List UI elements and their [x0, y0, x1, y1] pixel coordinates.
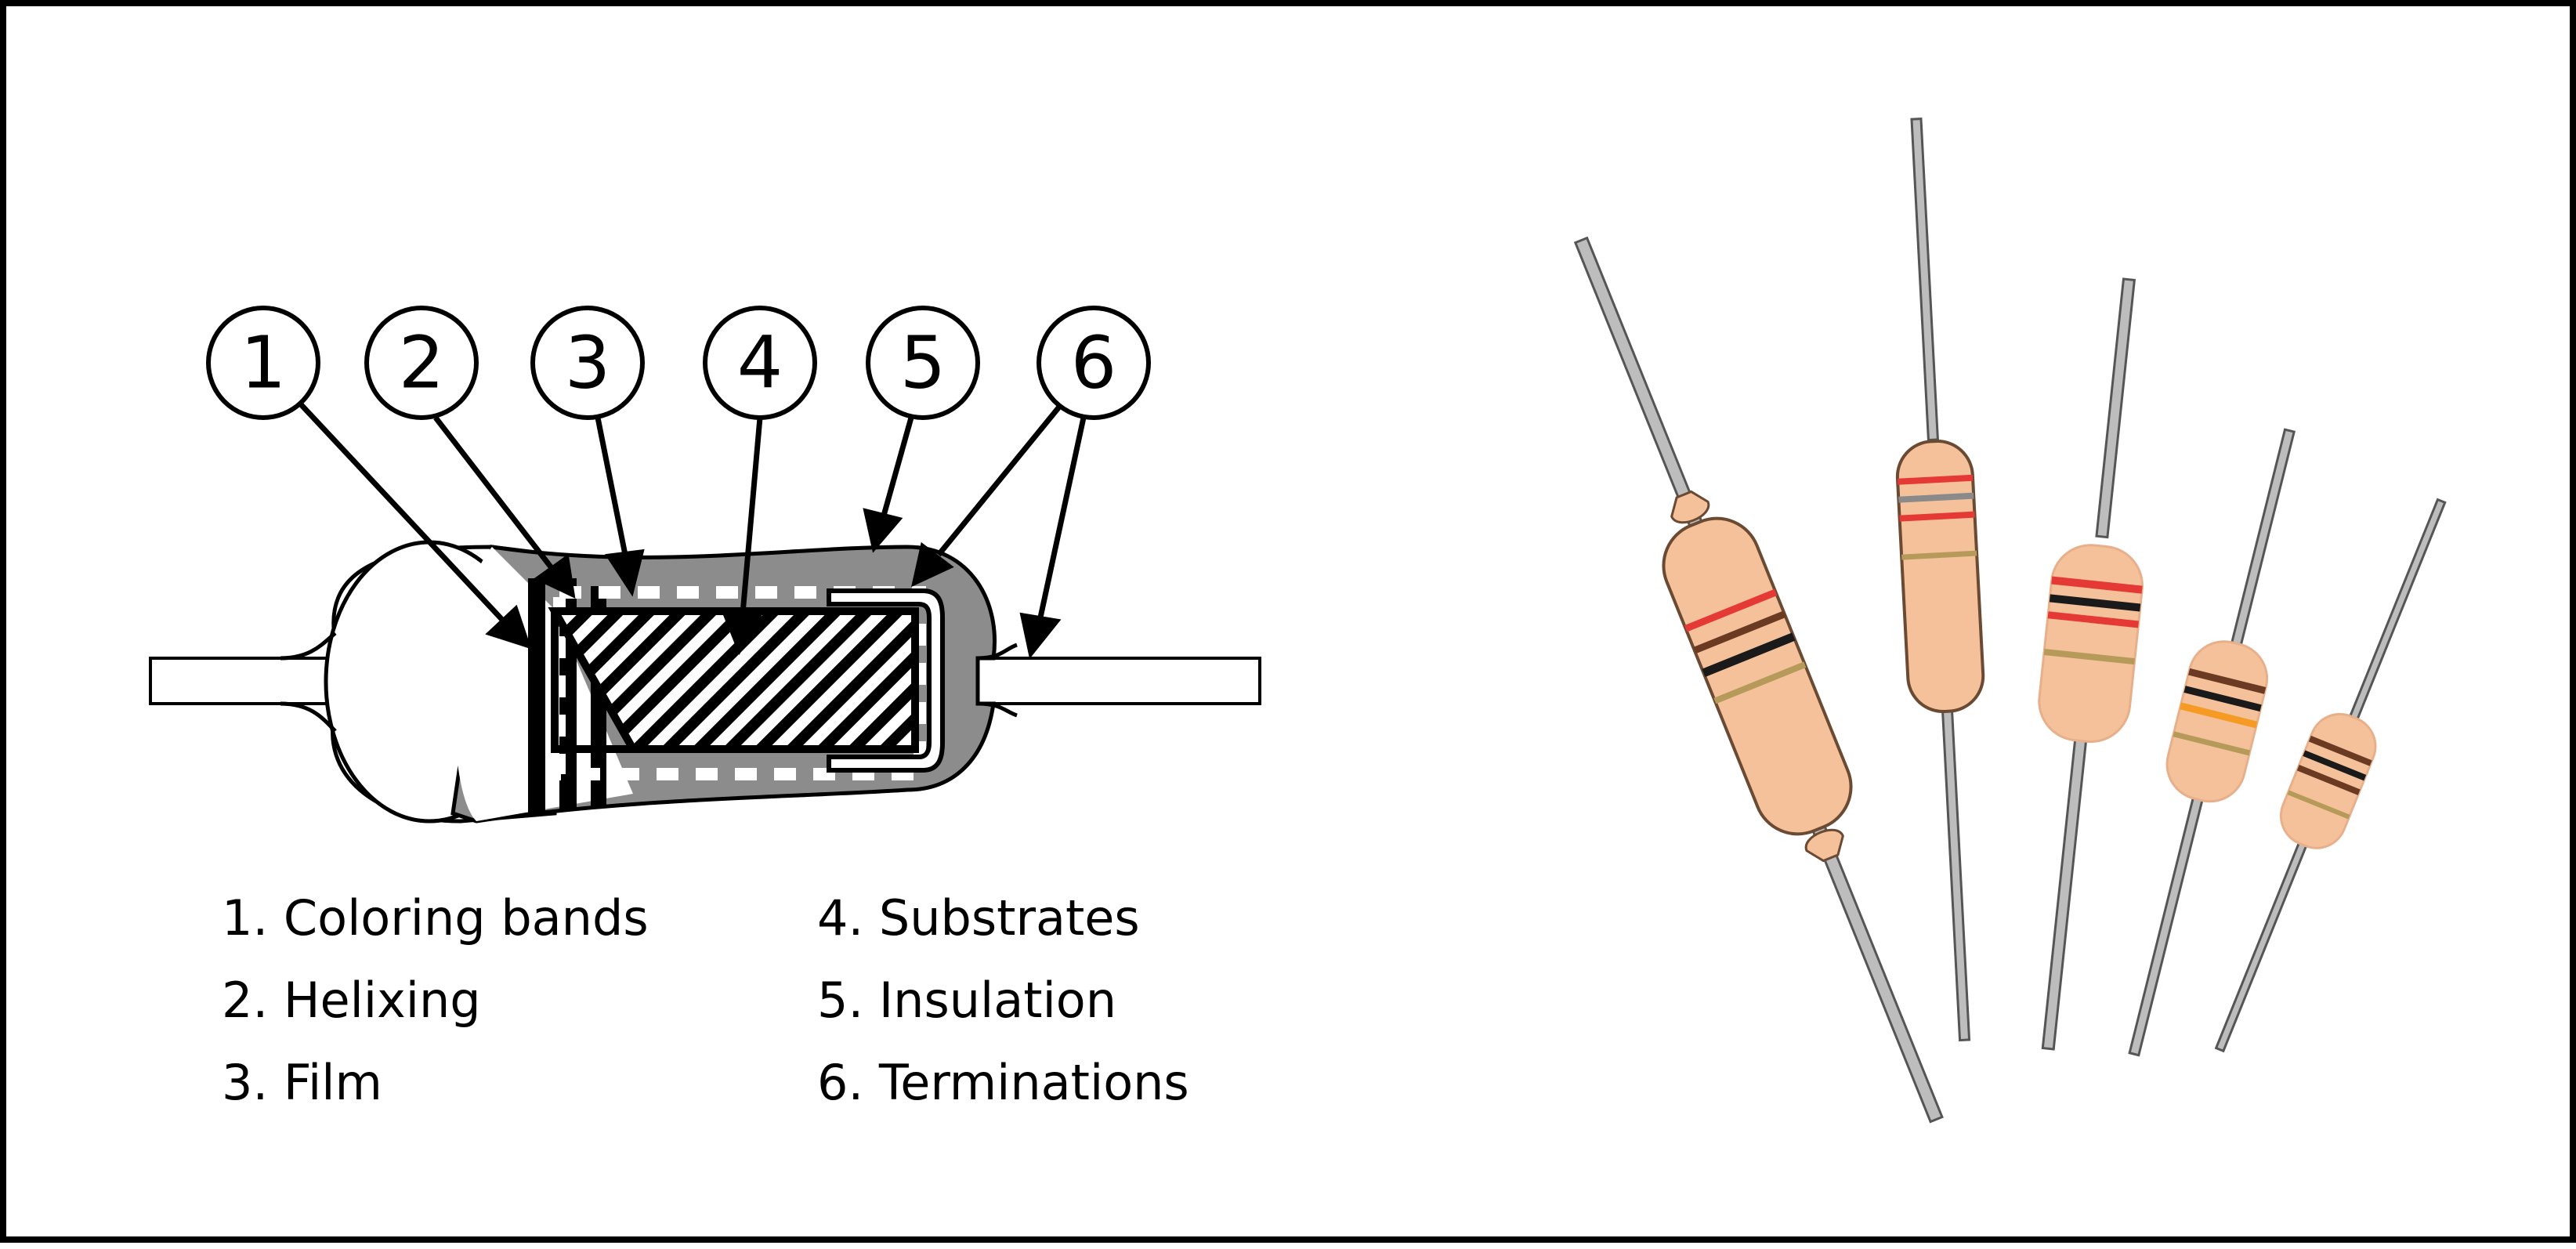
legend-item-terminations: 6. Terminations — [817, 1054, 1189, 1111]
callouts — [208, 308, 1149, 418]
resistor-medium — [2003, 275, 2175, 1054]
callout-3 — [533, 308, 642, 418]
callout-6 — [1039, 308, 1149, 418]
callout-5-label: 5 — [899, 320, 946, 405]
callout-1-label: 1 — [240, 320, 287, 405]
legend — [222, 889, 1189, 1111]
callout-5 — [868, 308, 978, 418]
callout-2 — [367, 308, 476, 418]
resistor-cross-section — [150, 542, 1260, 821]
left-lead — [150, 658, 338, 704]
color-band — [528, 578, 545, 813]
callout-4 — [705, 308, 815, 418]
callout-2-label: 2 — [398, 320, 445, 405]
legend-item-coloring-bands: 1. Coloring bands — [222, 889, 649, 947]
right-lead — [978, 658, 1260, 704]
resistor-tall — [1879, 117, 2002, 1041]
callout-6-label: 6 — [1070, 320, 1117, 405]
legend-item-insulation: 5. Insulation — [817, 972, 1117, 1029]
figure-canvas — [6, 6, 2576, 1249]
legend-item-helixing: 2. Helixing — [222, 972, 481, 1029]
legend-item-film: 3. Film — [222, 1054, 382, 1111]
callout-1 — [208, 308, 318, 418]
resistor-small — [2096, 421, 2327, 1063]
callout-3-label: 3 — [564, 320, 611, 405]
legend-item-substrates: 4. Substrates — [817, 889, 1140, 947]
callout-4-label: 4 — [736, 320, 783, 405]
resistor-illustrations — [1536, 117, 2472, 1137]
